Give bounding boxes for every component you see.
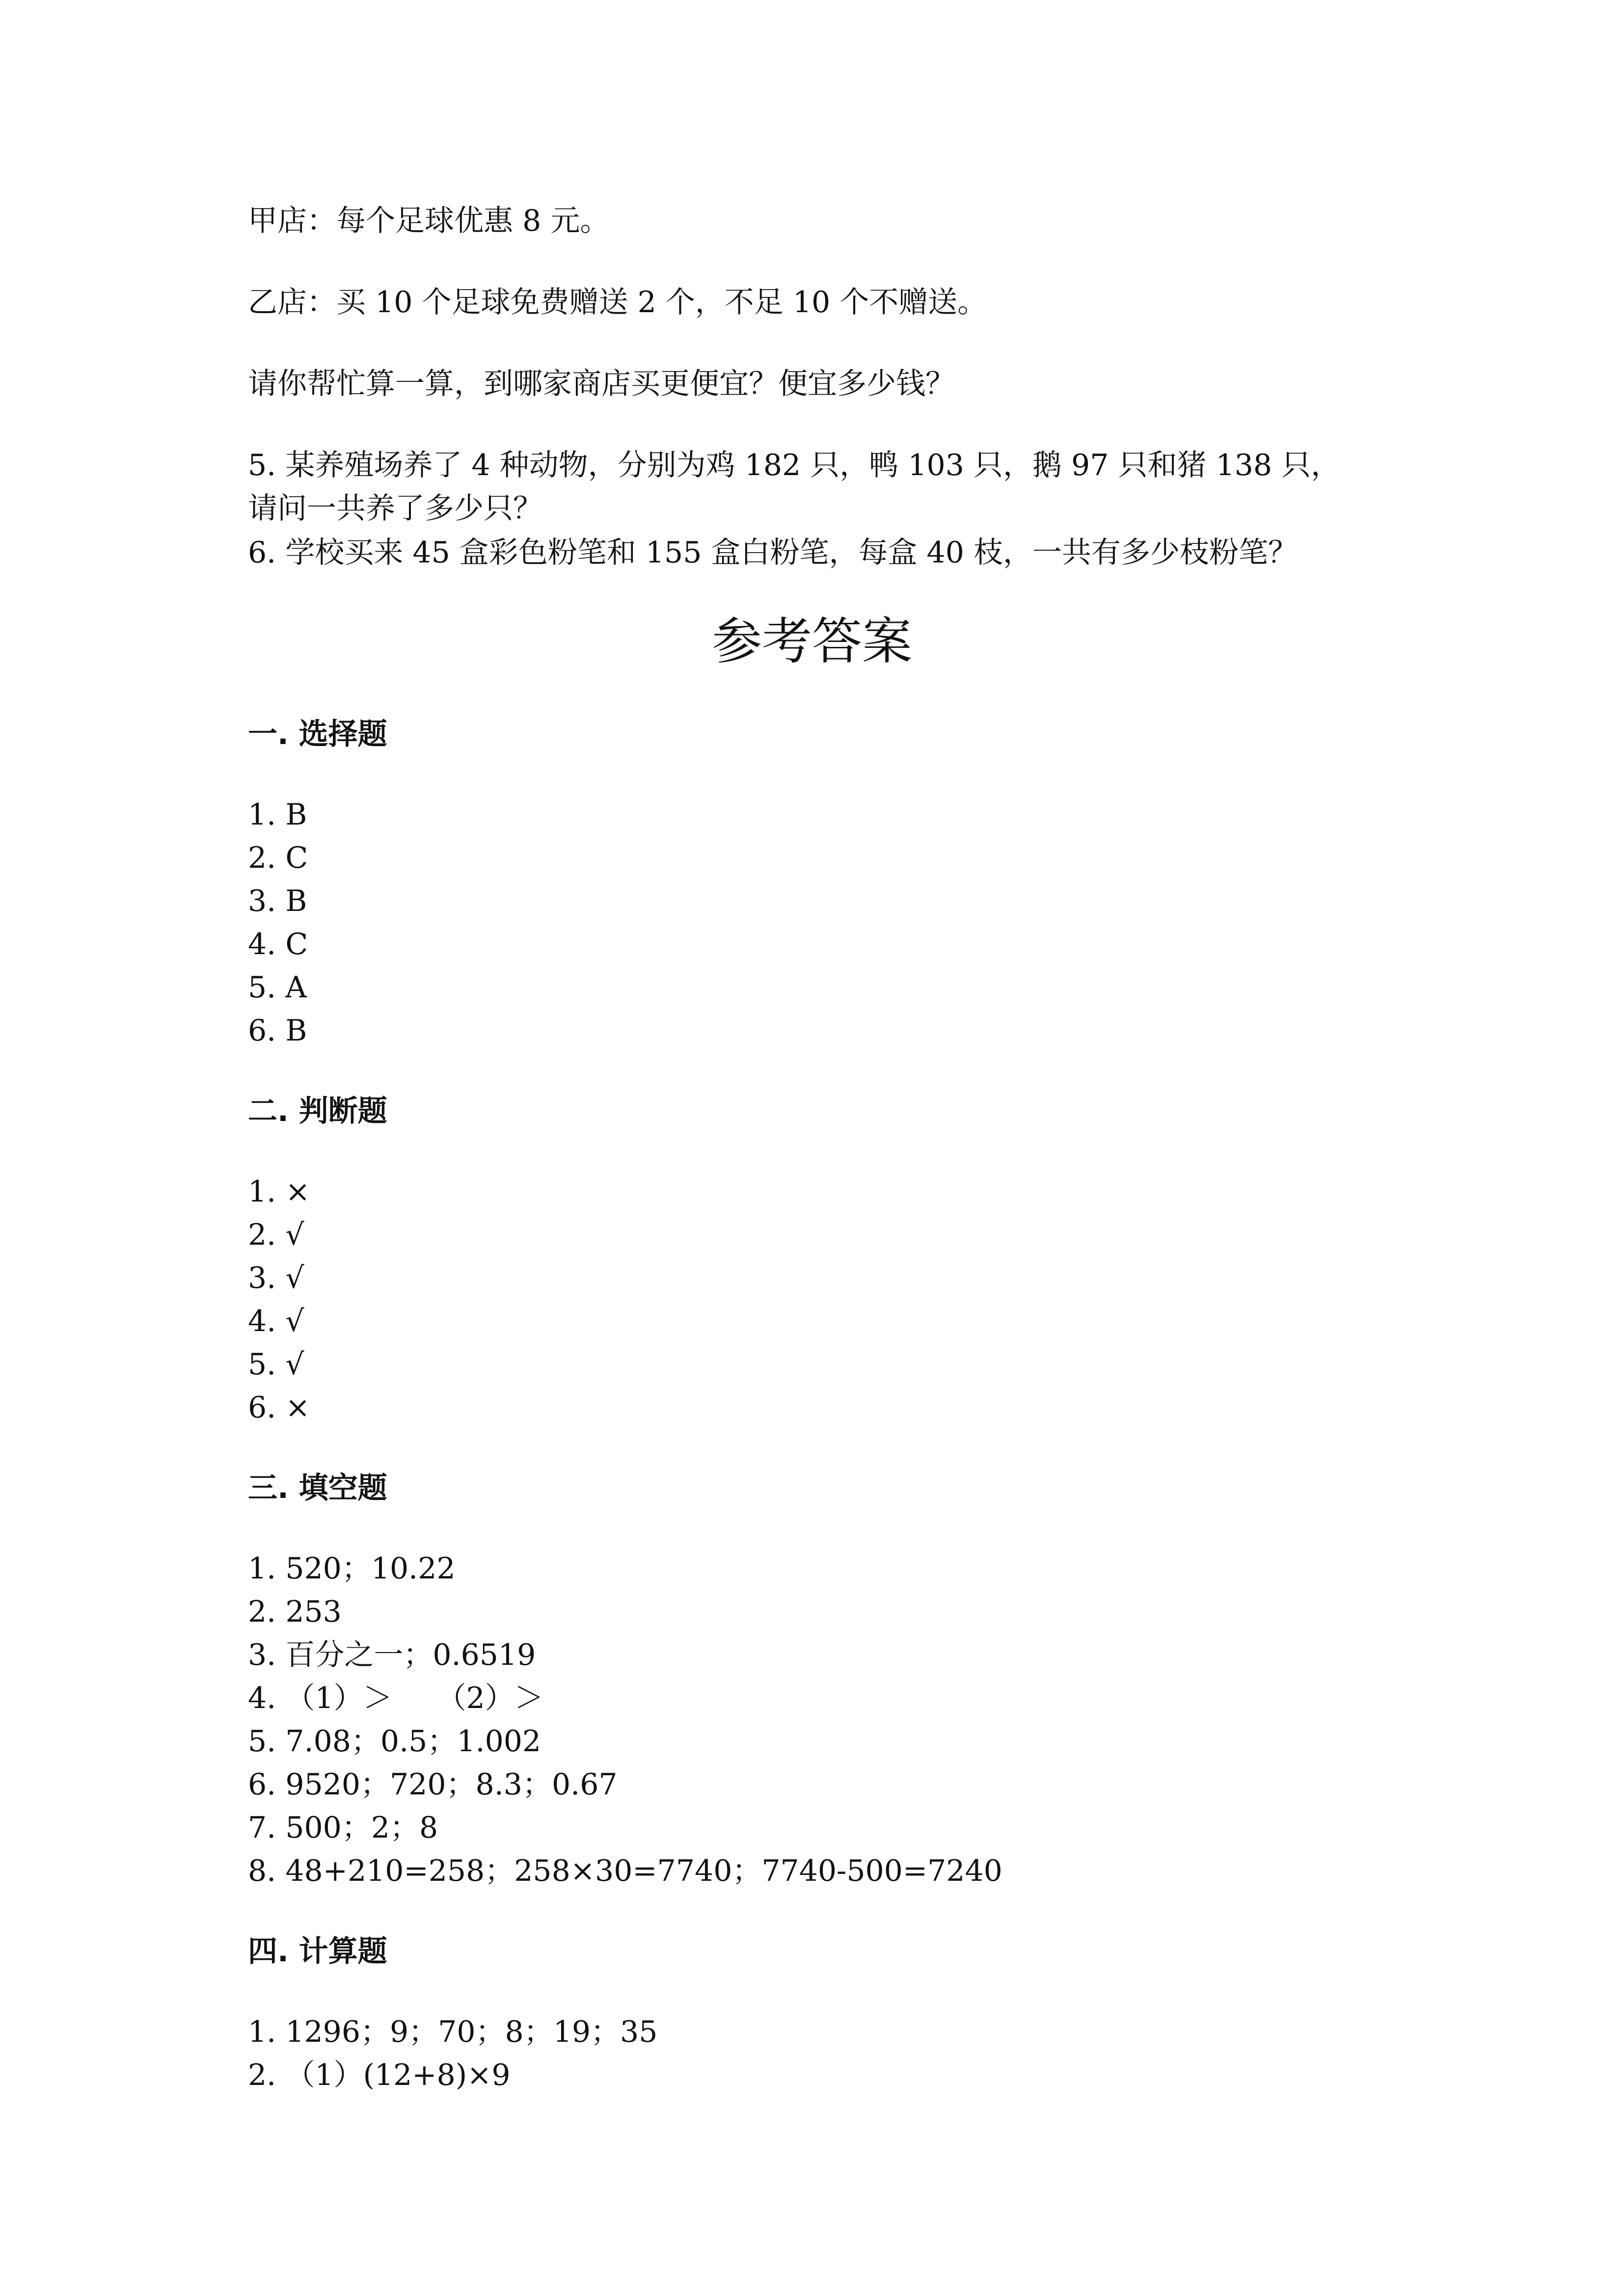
answer-item: 7. 500；2；8	[248, 1811, 438, 1845]
shop-a-text: 甲店：每个足球优惠 8 元。	[248, 204, 610, 238]
answer-item: 6. 9520；720；8.3；0.67	[248, 1767, 618, 1802]
problem-5-line-2: 请问一共养了多少只？	[248, 491, 542, 526]
answer-item: 2. （1）(12+8)×9	[248, 2058, 511, 2092]
answer-item: 2. C	[248, 841, 308, 875]
answer-item: 1. 520；10.22	[248, 1551, 456, 1586]
section-heading-choice: 一. 选择题	[248, 717, 387, 751]
answers-title: 参考答案	[712, 613, 912, 671]
answer-item: 1. ×	[248, 1175, 310, 1209]
answer-item: 2. √	[248, 1218, 304, 1252]
answer-item: 2. 253	[248, 1595, 342, 1629]
problem-5-line-1: 5. 某养殖场养了 4 种动物，分别为鸡 182 只，鸭 103 只，鹅 97 只和猪 138 只，	[248, 448, 1341, 482]
answer-item: 4. （1）＞ （2）＞	[248, 1681, 544, 1715]
section-heading-fill-in: 三. 填空题	[248, 1471, 387, 1505]
problem-6-text: 6. 学校买来 45 盒彩色粉笔和 155 盒白粉笔，每盒 40 枝，一共有多少枝粉笔？	[248, 535, 1298, 570]
answer-item: 1. 1296；9；70；8；19；35	[248, 2015, 658, 2049]
shop-b-text: 乙店：买 10 个足球免费赠送 2 个，不足 10 个不赠送。	[248, 285, 987, 320]
answer-item: 4. √	[248, 1304, 304, 1338]
section-heading-judgement: 二. 判断题	[248, 1094, 387, 1128]
answer-item: 3. √	[248, 1261, 304, 1295]
answer-item: 5. A	[248, 970, 307, 1005]
answer-item: 6. ×	[248, 1390, 310, 1425]
answer-item: 8. 48+210=258；258×30=7740；7740-500=7240	[248, 1854, 1002, 1888]
answer-item: 4. C	[248, 927, 308, 961]
answer-item: 5. 7.08；0.5；1.002	[248, 1724, 541, 1759]
answer-item: 6. B	[248, 1014, 307, 1048]
answer-item: 3. 百分之一；0.6519	[248, 1638, 536, 1672]
section-heading-calculation: 四. 计算题	[248, 1934, 387, 1969]
answer-item: 3. B	[248, 884, 307, 918]
answer-item: 5. √	[248, 1347, 304, 1382]
answer-item: 1. B	[248, 798, 307, 832]
question-text: 请你帮忙算一算，到哪家商店买更便宜？便宜多少钱？	[248, 367, 955, 401]
